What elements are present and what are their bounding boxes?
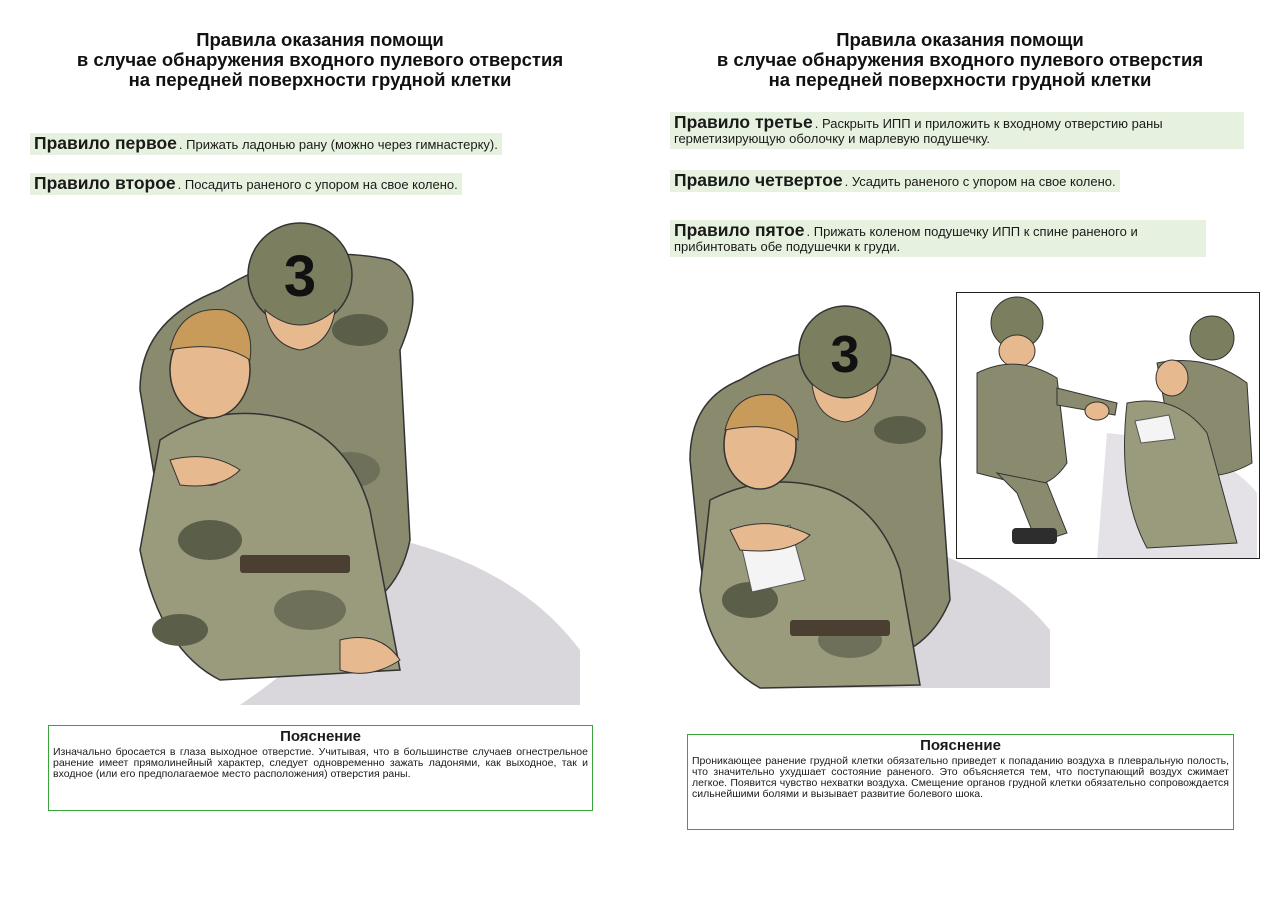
inset-illustration	[956, 292, 1260, 559]
rule-third	[670, 112, 1244, 149]
belt	[790, 620, 890, 636]
note-right	[687, 734, 1234, 830]
helmet	[1190, 316, 1234, 360]
rule-head: Правило второе	[34, 173, 176, 193]
title-line: Правила оказания помощи	[836, 29, 1084, 50]
soldier-body	[977, 364, 1067, 485]
camo-spot	[152, 614, 208, 646]
rule-first	[30, 133, 502, 155]
inset-soldiers	[957, 293, 1259, 558]
title-line: в случае обнаружения входного пулевого отверстия	[76, 49, 564, 70]
rule-second	[30, 173, 462, 195]
camo-spot	[178, 520, 242, 560]
rule-text: . Посадить раненого с упором на свое колено.	[177, 177, 458, 192]
note-title: Пояснение	[920, 737, 1001, 754]
first-aid-illustration-left	[100, 210, 590, 710]
camo-spot	[332, 314, 388, 346]
rule-head: Правило пятое	[674, 220, 805, 240]
rule-fifth	[670, 220, 1206, 257]
rule-head: Правило первое	[34, 133, 177, 153]
rule-text: . Усадить раненого с упором на свое колено.	[844, 174, 1116, 189]
boot	[1012, 528, 1057, 544]
soldier-face	[999, 335, 1035, 367]
note-text: Проникающее ранение грудной клетки обязательно приведет к попаданию воздуха в плевральную полость, что значительно ухудшает состояние раненого. Это объясняется тем, что поступающий воздух сжимает легкое. Появится чувство нехватки воздуха. Смещение органов грудной клетки обязательно сопровождается сильнейшими болями и вызывает развитие болевого шока.	[692, 755, 1229, 800]
rule-fourth	[670, 170, 1120, 192]
wounded-head	[1156, 360, 1188, 396]
rule-head: Правило третье	[674, 112, 813, 132]
note-title: Пояснение	[280, 728, 361, 745]
helmet-number: 3	[830, 326, 860, 384]
rule-head: Правило четвертое	[674, 170, 843, 190]
title-line: Правила оказания помощи	[196, 29, 444, 50]
title-line: в случае обнаружения входного пулевого отверстия	[716, 49, 1204, 70]
rule-text: . Прижать ладонью рану (можно через гимнастерку).	[178, 137, 498, 152]
note-text: Изначально бросается в глаза выходное отверстие. Учитывая, что в большинстве случаев огнестрельное ранение имеет прямолинейный характер, следует одновременно зажать ладонями, как выходное, так и входное (или его предполагаемое место расположения) отверстия раны.	[53, 746, 588, 780]
soldier-hand	[1085, 402, 1109, 420]
camo-spot	[274, 590, 346, 630]
note-left	[48, 725, 593, 811]
soldiers-illustration	[100, 210, 590, 710]
right-page	[640, 0, 1280, 904]
title-line: на передней поверхности грудной клетки	[768, 69, 1152, 90]
right-page-title	[660, 30, 1260, 90]
title-line: на передней поверхности грудной клетки	[128, 69, 512, 90]
belt	[240, 555, 350, 573]
helmet-number: 3	[283, 244, 317, 309]
camo-spot	[874, 416, 926, 444]
left-page-title	[30, 30, 610, 90]
rule-text: . Прижать коленом подушечку ИПП к спине раненого и прибинтовать обе подушечки к груди.	[674, 224, 1138, 254]
rule-text: . Раскрыть ИПП и приложить к входному отверстию раны герметизирующую оболочку и марлевую подушечку.	[674, 116, 1163, 146]
